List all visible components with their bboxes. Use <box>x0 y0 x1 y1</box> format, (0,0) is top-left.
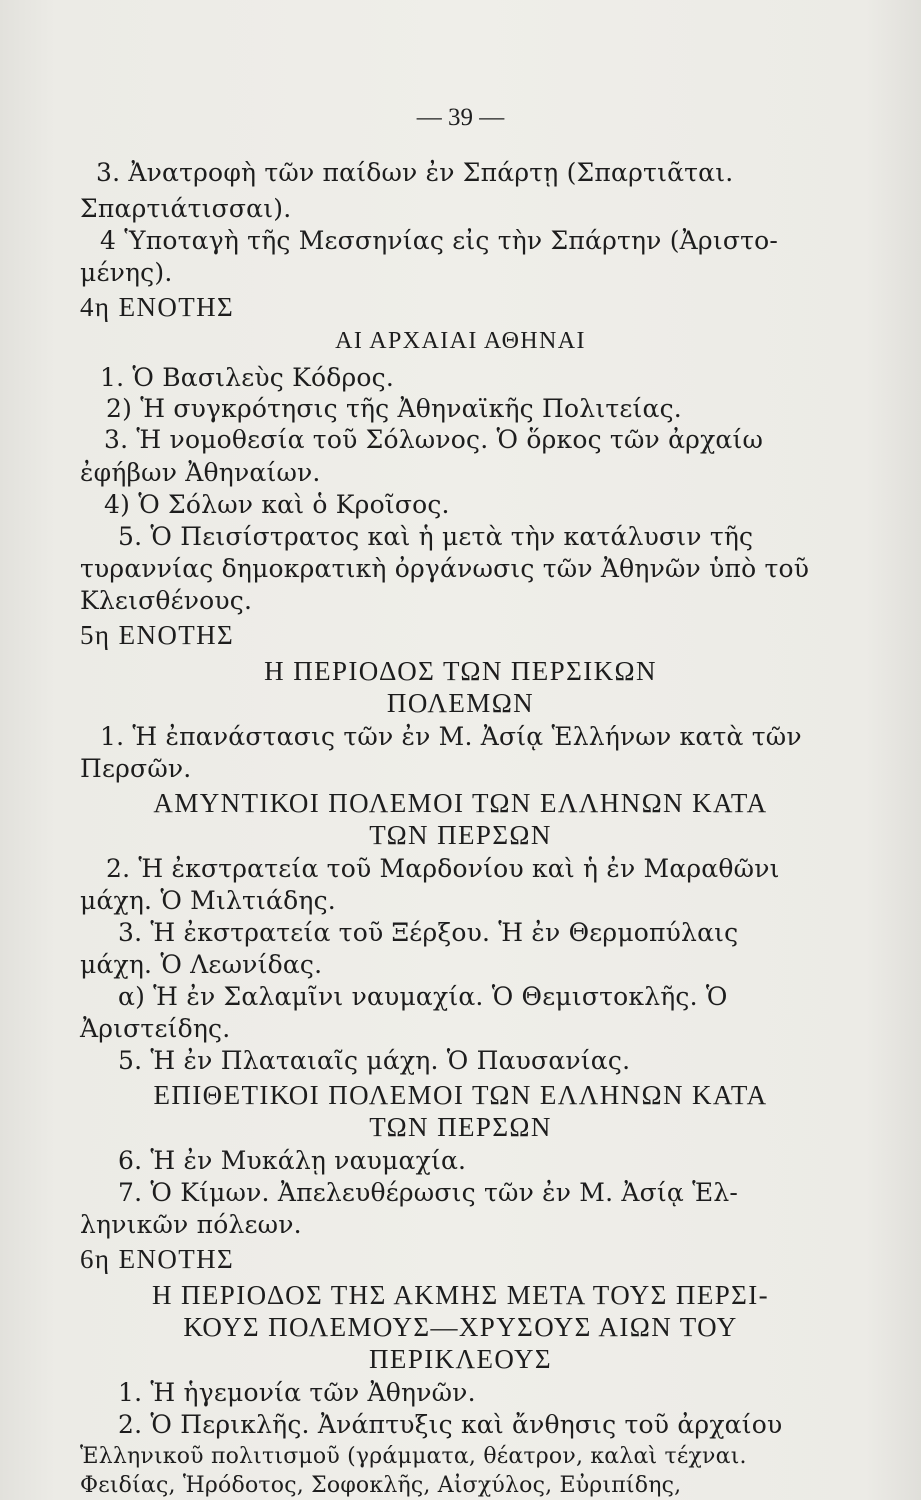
text-line: Φειδίας, Ἡρόδοτος, Σοφοκλῆς, Αἰσχύλος, Εὐριπίδης, <box>80 1473 682 1498</box>
text-line: μένης). <box>80 258 173 287</box>
text-line: 3. Ἀνατροφὴ τῶν παίδων ἐν Σπάρτῃ (Σπαρτιᾶται. <box>96 158 734 187</box>
section-title-defensive-wars-cont: ΤΩΝ ΠΕΡΣΩΝ <box>369 820 552 850</box>
section-title-golden-age-cont: ΚΟΥΣ ΠΟΛΕΜΟΥΣ—ΧΡΥΣΟΥΣ ΑΙΩΝ ΤΟΥ <box>183 1312 738 1342</box>
text-line: 5. Ὁ Πεισίστρατος καὶ ἡ μετὰ τὴν κατάλυσιν τῆς <box>118 522 754 551</box>
unit-heading-6: 6η ΕΝΟΤΗΣ <box>80 1244 235 1274</box>
section-title-offensive-wars-cont: ΤΩΝ ΠΕΡΣΩΝ <box>369 1112 552 1142</box>
text-line: Κλεισθένους. <box>80 586 253 615</box>
section-title-golden-age-cont2: ΠΕΡΙΚΛΕΟΥΣ <box>369 1344 552 1374</box>
text-line: 4 Ὑποταγὴ τῆς Μεσσηνίας εἰς τὴν Σπάρτην (Ἀριστο- <box>100 226 779 255</box>
text-line: 1. Ἡ ἡγεμονία τῶν Ἀθηνῶν. <box>118 1378 476 1407</box>
text-line: 3. Ἡ ἐκστρατεία τοῦ Ξέρξου. Ἡ ἐν Θερμοπύλαις <box>118 918 739 947</box>
text-line: μάχη. Ὁ Λεωνίδας. <box>80 950 323 979</box>
text-line: 7. Ὁ Κίμων. Ἀπελευθέρωσις τῶν ἐν Μ. Ἀσίᾳ Ἑλ- <box>118 1178 739 1207</box>
text-line: 3. Ἡ νομοθεσία τοῦ Σόλωνος. Ὁ ὅρκος τῶν ἀρχαίω <box>104 425 764 454</box>
text-line: 4) Ὁ Σόλων καὶ ὁ Κροῖσος. <box>104 490 450 519</box>
section-title-offensive-wars: ΕΠΙΘΕΤΙΚΟΙ ΠΟΛΕΜΟΙ ΤΩΝ ΕΛΛΗΝΩΝ ΚΑΤΑ <box>153 1080 768 1110</box>
text-line: 1. Ὁ Βασιλεὺς Κόδρος. <box>100 363 394 392</box>
section-title-persian-wars: Η ΠΕΡΙΟΔΟΣ ΤΩΝ ΠΕΡΣΙΚΩΝ <box>264 656 657 686</box>
page-number: — 39 — <box>416 104 505 131</box>
section-title-golden-age: Η ΠΕΡΙΟΔΟΣ ΤΗΣ ΑΚΜΗΣ ΜΕΤΑ ΤΟΥΣ ΠΕΡΣΙ- <box>151 1280 770 1310</box>
text-line: α) Ἡ ἐν Σαλαμῖνι ναυμαχία. Ὁ Θεμιστοκλῆς. Ὁ <box>118 982 728 1011</box>
text-line: Ἑλληνικοῦ πολιτισμοῦ (γράμματα, θέατρον, καλαὶ τέχναι. <box>80 1444 747 1469</box>
unit-heading-4: 4η ΕΝΟΤΗΣ <box>80 292 235 322</box>
text-line: 6. Ἡ ἐν Μυκάλῃ ναυμαχία. <box>118 1146 467 1175</box>
text-line: Ἀριστείδης. <box>80 1014 231 1043</box>
text-line: Σπαρτιάτισσαι). <box>80 194 292 223</box>
text-line: 2) Ἡ συγκρότησις τῆς Ἀθηναϊκῆς Πολιτείας. <box>106 394 682 423</box>
text-line: μάχη. Ὁ Μιλτιάδης. <box>80 886 336 915</box>
text-line: ληνικῶν πόλεων. <box>80 1210 302 1239</box>
text-line: 1. Ἡ ἐπανάστασις τῶν ἐν Μ. Ἀσίᾳ Ἑλλήνων κατὰ τῶν <box>100 722 802 751</box>
section-title-ancient-athens: ΑΙ ΑΡΧΑΙΑΙ ΑΘΗΝΑΙ <box>335 328 586 354</box>
text-line: ἐφήβων Ἀθηναίων. <box>80 458 321 487</box>
text-line: τυραννίας δημοκρατικὴ ὀργάνωσις τῶν Ἀθηνῶν ὑπὸ τοῦ <box>80 554 810 583</box>
text-line: 2. Ἡ ἐκστρατεία τοῦ Μαρδονίου καὶ ἡ ἐν Μαραθῶνι <box>106 854 780 883</box>
text-line: Περσῶν. <box>80 754 192 783</box>
text-line: 5. Ἡ ἐν Πλαταιαῖς μάχη. Ὁ Παυσανίας. <box>118 1046 631 1075</box>
section-title-persian-wars-cont: ΠΟΛΕΜΩΝ <box>386 688 535 718</box>
text-line: 2. Ὁ Περικλῆς. Ἀνάπτυξις καὶ ἄνθησις τοῦ ἀρχαίου <box>118 1410 783 1439</box>
unit-heading-5: 5η ΕΝΟΤΗΣ <box>80 620 235 650</box>
section-title-defensive-wars: ΑΜΥΝΤΙΚΟΙ ΠΟΛΕΜΟΙ ΤΩΝ ΕΛΛΗΝΩΝ ΚΑΤΑ <box>153 788 768 818</box>
